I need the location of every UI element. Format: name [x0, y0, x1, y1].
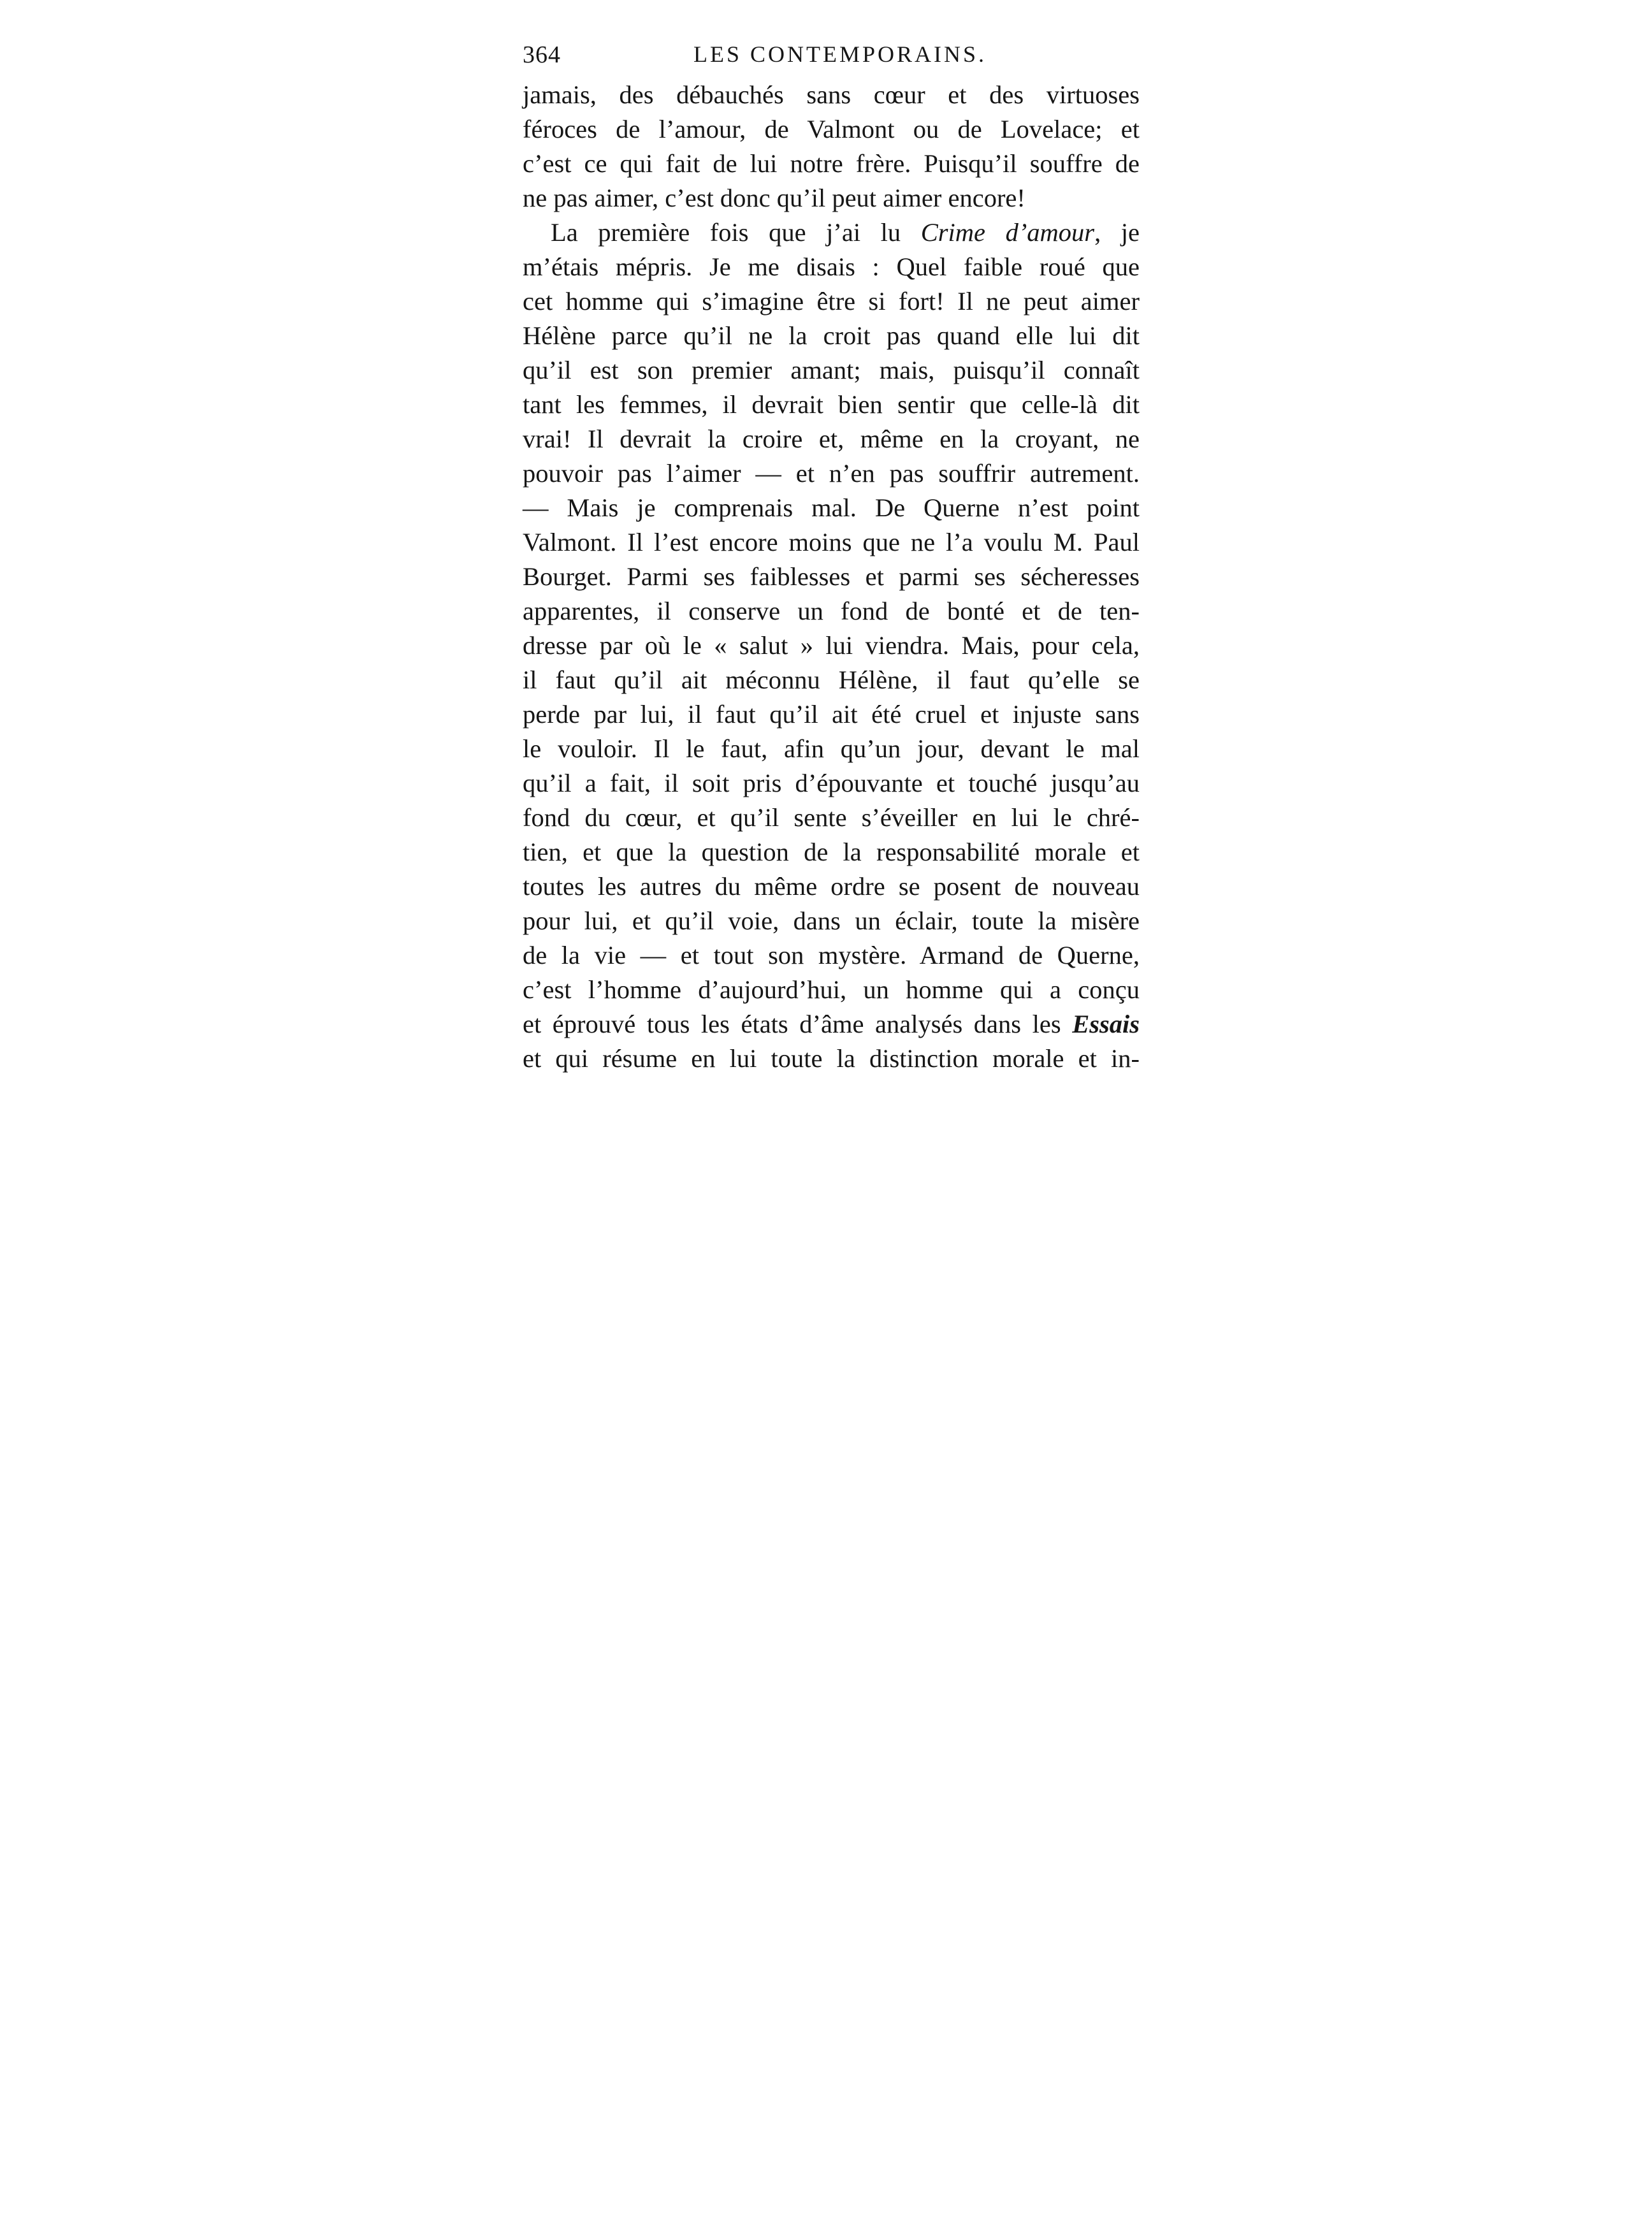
text-line: le vouloir. Il le faut, afin qu’un jour, devant le mal [523, 734, 1140, 763]
text-line: Valmont. Il l’est encore moins que ne l’a voulu M. Paul [523, 528, 1140, 556]
text-line: et qui résume en lui toute la distinction morale et in- [523, 1044, 1140, 1073]
paragraph [523, 78, 1140, 215]
text-line: — Mais je comprenais mal. De Querne n’est point [523, 493, 1140, 522]
text-line: de la vie — et tout son mystère. Armand de Querne, [523, 941, 1140, 969]
text-line: tien, et que la question de la responsabilité morale et [523, 838, 1140, 866]
text-line: qu’il est son premier amant; mais, puisqu’il connaît [523, 356, 1140, 384]
book-title-italic: Essais [1072, 1010, 1140, 1038]
text-line: apparentes, il conserve un fond de bonté et de ten- [523, 597, 1140, 625]
text-line: pouvoir pas l’aimer — et n’en pas souffrir autrement. [523, 459, 1140, 488]
text-line: féroces de l’amour, de Valmont ou de Lovelace; et [523, 115, 1140, 143]
running-head [523, 36, 1140, 74]
text-run: et éprouvé tous les états d’âme analysés dans les [523, 1010, 1073, 1038]
body-text [523, 78, 1140, 1076]
book-title-italic: Crime d’amour [920, 218, 1095, 247]
text-line: cet homme qui s’imagine être si fort! Il ne peut aimer [523, 287, 1140, 316]
text-line: c’est l’homme d’aujourd’hui, un homme qui a conçu [523, 975, 1140, 1004]
text-line: pour lui, et qu’il voie, dans un éclair, toute la misère [523, 906, 1140, 935]
running-title: LES CONTEMPORAINS. [693, 41, 987, 67]
text-line: m’étais mépris. Je me disais : Quel faible roué que [523, 252, 1140, 281]
text-line: fond du cœur, et qu’il sente s’éveiller en lui le chré- [523, 803, 1140, 832]
text-line: toutes les autres du même ordre se posent de nouveau [523, 872, 1140, 901]
text-line [523, 215, 1140, 250]
text-line: Bourget. Parmi ses faiblesses et parmi ses sécheresses [523, 562, 1140, 591]
page-number: 364 [523, 41, 561, 68]
text-line: il faut qu’il ait méconnu Hélène, il faut qu’elle se [523, 665, 1140, 694]
book-page [523, 36, 1140, 1076]
text-line: c’est ce qui fait de lui notre frère. Puisqu’il souffre de [523, 149, 1140, 178]
paragraph [523, 215, 1140, 1076]
text-line: qu’il a fait, il soit pris d’épouvante et touché jusqu’au [523, 769, 1140, 797]
text-line: jamais, des débauchés sans cœur et des virtuoses [523, 80, 1140, 109]
text-line: perde par lui, il faut qu’il ait été cruel et injuste sans [523, 700, 1140, 729]
text-run: La première fois que j’ai lu [551, 218, 921, 247]
text-line: Hélène parce qu’il ne la croit pas quand elle lui dit [523, 321, 1140, 350]
text-line: vrai! Il devrait la croire et, même en la croyant, ne [523, 425, 1140, 453]
text-line: dresse par où le « salut » lui viendra. Mais, pour cela, [523, 631, 1140, 660]
text-line [523, 1007, 1140, 1042]
text-run: , je [1094, 218, 1140, 247]
text-line: ne pas aimer, c’est donc qu’il peut aimer encore! [523, 184, 1025, 212]
text-line: tant les femmes, il devrait bien sentir que celle-là dit [523, 390, 1140, 419]
